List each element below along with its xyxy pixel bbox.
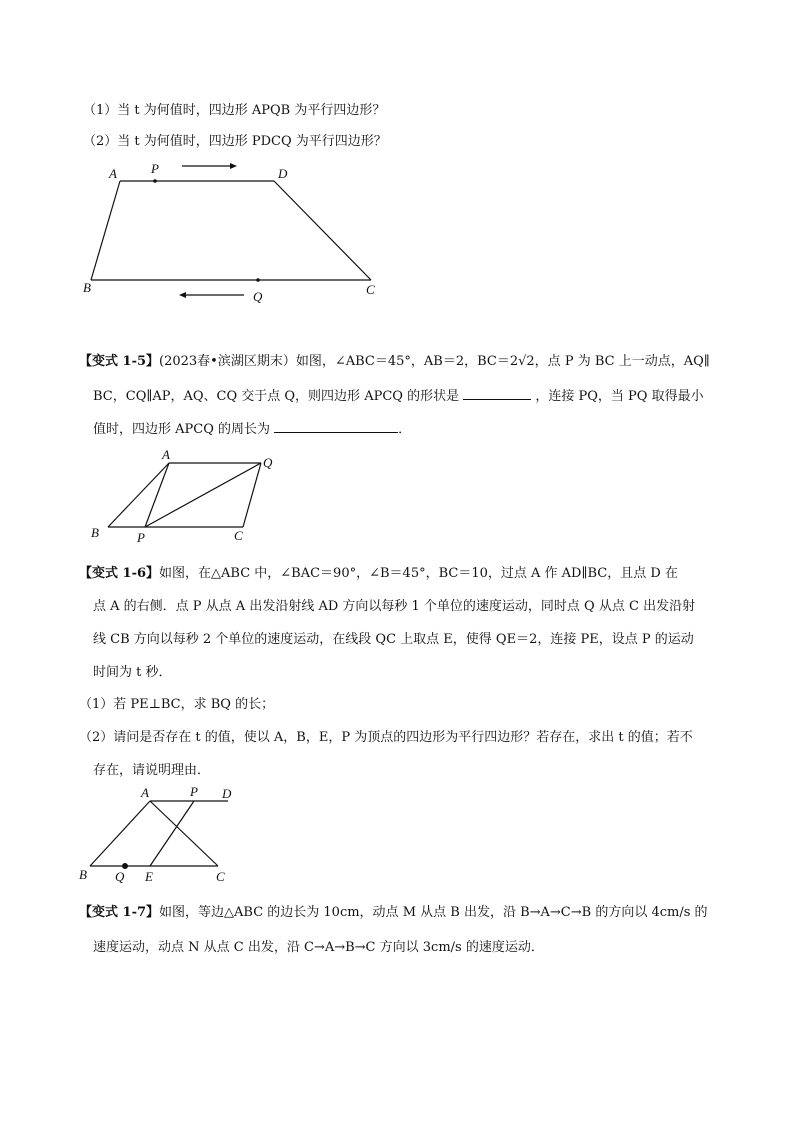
variant-1-7-line-1: 【变式 1-7】如图，等边△ABC 的边长为 10cm，动点 M 从点 B 出发，沿 B→A→C→B 的方向以 4cm/s 的 [79, 905, 708, 920]
variant-1-7-line-2: 速度运动，动点 N 从点 C 出发，沿 C→A→B→C 方向以 3cm/s 的速度运动． [93, 940, 544, 955]
label-a: A [162, 447, 170, 462]
variant-1-6-question-2-cont: 存在，请说明理由． [93, 763, 211, 778]
label-p: P [190, 784, 198, 799]
label-d: D [222, 786, 232, 801]
label-b: B [91, 525, 99, 540]
label-b: B [79, 867, 87, 882]
label-a: A [141, 785, 149, 800]
label-q: Q [263, 455, 273, 470]
label-q: Q [115, 869, 125, 884]
variant-1-6-question-2: （2）请问是否存在 t 的值，使以 A，B，E，P 为顶点的四边形为平行四边形？若存在，求出 t 的值；若不 [79, 730, 693, 745]
label-d: D [278, 166, 288, 181]
variant-1-6-line-3: 线 CB 方向以每秒 2 个单位的速度运动，在线段 QC 上取点 E，使得 QE＝2，连接 PE，设点 P 的运动 [93, 632, 694, 647]
label-c: C [216, 869, 225, 884]
variant-1-6-line-2: 点 A 的右侧．点 P 从点 A 出发沿射线 AD 方向以每秒 1 个单位的速度运动，同时点 Q 从点 C 出发沿射 [93, 599, 696, 614]
variant-1-5-line-3: 值时，四边形 APCQ 的周长为 ． [93, 422, 412, 437]
variant-1-6-line-1: 【变式 1-6】如图，在△ABC 中，∠BAC＝90°，∠B＝45°，BC＝10，过点 A 作 AD∥BC，且点 D 在 [79, 566, 678, 581]
label-c: C [234, 528, 243, 543]
label-b: B [83, 280, 91, 295]
label-p: P [137, 530, 145, 545]
label-e: E [145, 869, 153, 884]
variant-tag: 【变式 1-7】 [79, 905, 160, 920]
label-p: P [151, 161, 159, 176]
variant-1-5-line-2: BC，CQ∥AP，AQ、CQ 交于点 Q，则四边形 APCQ 的形状是 ，连接 PQ，当 PQ 取得最小 [93, 389, 704, 404]
question-1: （1）当 t 为何值时，四边形 APQB 为平行四边形？ [83, 103, 386, 118]
label-q: Q [253, 289, 263, 304]
variant-tag: 【变式 1-5】 [79, 354, 160, 369]
question-2: （2）当 t 为何值时，四边形 PDCQ 为平行四边形？ [83, 134, 387, 149]
variant-1-5-line-1: 【变式 1-5】(2023春•滨湖区期末）如图，∠ABC＝45°，AB＝2，BC＝2√2，点 P 为 BC 上一动点，AQ∥ [79, 354, 710, 369]
variant-tag: 【变式 1-6】 [79, 566, 160, 581]
label-a: A [109, 166, 117, 181]
variant-1-6-question-1: （1）若 PE⊥BC，求 BQ 的长； [79, 697, 275, 712]
label-c: C [366, 282, 375, 297]
variant-1-6-line-4: 时间为 t 秒． [93, 665, 172, 680]
